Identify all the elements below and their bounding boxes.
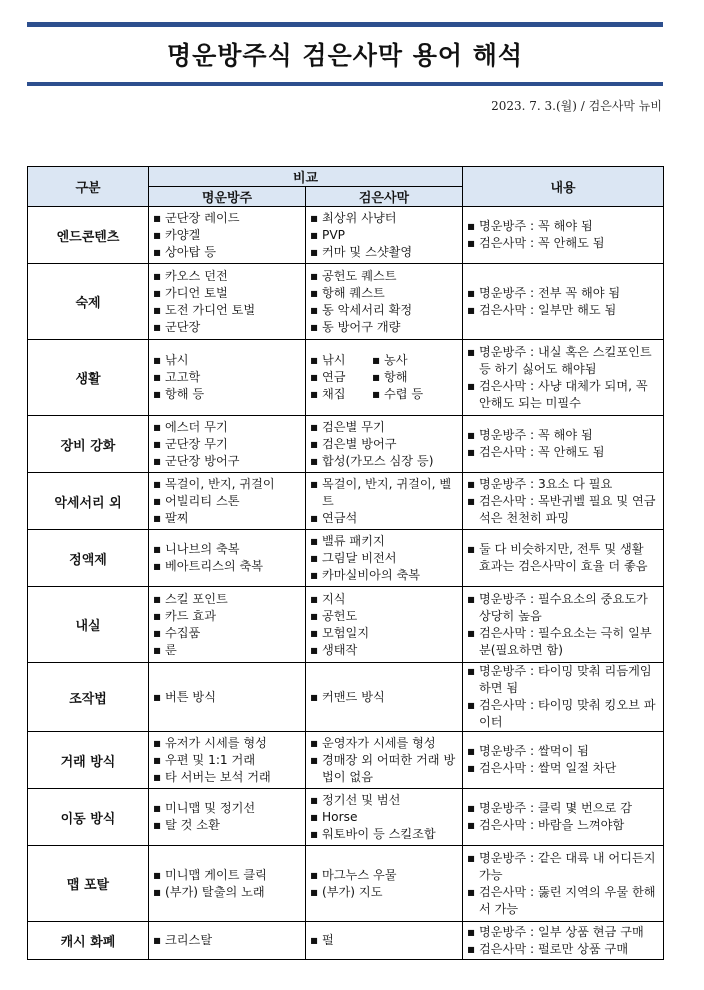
list-item: ▪ 팔찌 [153, 510, 301, 527]
list-item: ▪ 명운방주 : 타이밍 맞춰 리듬게임 하면 됨 [467, 663, 659, 697]
table-row [28, 789, 664, 846]
list-item: ▪ 카드 효과 [153, 608, 301, 625]
list-item: ▪ 낚시 [153, 352, 301, 369]
list-item: ▪ 가디언 토벌 [153, 285, 301, 302]
list-item: ▪ 크리스탈 [153, 932, 301, 949]
title-bottom-rule [27, 82, 663, 86]
list-item: ▪ 검은별 방어구 [310, 436, 458, 453]
list-item: ▪ 커마 및 스샷촬영 [310, 244, 458, 261]
list-item: ▪ 검은사막 : 꼭 안해도 됨 [467, 444, 659, 461]
list-item: ▪ 검은별 무기 [310, 419, 458, 436]
cell-content [463, 732, 664, 789]
list-item: ▪ 룬 [153, 642, 301, 659]
cell-myungun [149, 264, 306, 340]
cell-myungun [149, 340, 306, 416]
list-item: ▪ 명운방주 : 내실 혹은 스킬포인트 등 하기 싫어도 해야됨 [467, 344, 659, 378]
list-item: ▪ 밸류 패키지 [310, 533, 458, 550]
cell-content [463, 340, 664, 416]
row-category: 숙제 [28, 264, 149, 340]
row-category: 이동 방식 [28, 789, 149, 846]
list-item: ▪ 수렵 등 [372, 386, 458, 403]
list-item: ▪ 명운방주 : 꼭 해야 됨 [467, 427, 659, 444]
cell-blackdesert [306, 922, 463, 960]
list-item: ▪ 명운방주 : 필수요소의 중요도가 상당히 높음 [467, 591, 659, 625]
list-item: ▪ 상아탑 등 [153, 244, 301, 261]
list-item: ▪ Horse [310, 809, 458, 826]
header-col-b: 검은사막 [306, 187, 463, 207]
list-item: ▪ 명운방주 : 일부 상품 현금 구매 [467, 924, 659, 941]
cell-content [463, 473, 664, 530]
cell-content [463, 789, 664, 846]
cell-myungun [149, 207, 306, 264]
list-item: ▪ 카양겔 [153, 227, 301, 244]
row-category: 정액제 [28, 530, 149, 587]
cell-myungun [149, 416, 306, 473]
list-item: ▪ 공헌도 퀘스트 [310, 268, 458, 285]
cell-blackdesert [306, 340, 463, 416]
cell-myungun [149, 789, 306, 846]
list-item: ▪ 명운방주 : 클릭 몇 번으로 감 [467, 800, 659, 817]
cell-blackdesert [306, 846, 463, 922]
table-row [28, 846, 664, 922]
list-item: ▪ 모험일지 [310, 625, 458, 642]
list-item: ▪ 검은사막 : 사냥 대체가 되며, 꼭 안해도 되는 미필수 [467, 378, 659, 412]
list-item: ▪ 지식 [310, 591, 458, 608]
list-item: ▪ 검은사막 : 일부만 해도 됨 [467, 302, 659, 319]
list-item: ▪ (부가) 지도 [310, 884, 458, 901]
list-item: ▪ 생태작 [310, 642, 458, 659]
list-item: ▪ 농사 [372, 352, 458, 369]
header-category: 구분 [28, 167, 149, 207]
list-item: ▪ 군단장 레이드 [153, 210, 301, 227]
list-item: ▪ 미니맵 게이트 클릭 [153, 867, 301, 884]
row-category: 거래 방식 [28, 732, 149, 789]
table-row [28, 340, 664, 416]
date-author-line: 2023. 7. 3.(월) / 검은사막 뉴비 [491, 99, 662, 113]
list-item: ▪ 군단장 무기 [153, 436, 301, 453]
list-item: ▪ 베아트리스의 축복 [153, 558, 301, 575]
table-row [28, 732, 664, 789]
list-item: ▪ 검은사막 : 타이밍 맞춰 킹오브 파이터 [467, 697, 659, 731]
row-category: 장비 강화 [28, 416, 149, 473]
list-item: ▪ 합성(가모스 심장 등) [310, 453, 458, 470]
row-category: 조작법 [28, 663, 149, 732]
list-item: ▪ 타 서버는 보석 거래 [153, 769, 301, 786]
list-item: ▪ 검은사막 : 필수요소는 극히 일부분(필요하면 함) [467, 625, 659, 659]
table-row [28, 587, 664, 663]
row-category: 악세서리 외 [28, 473, 149, 530]
cell-blackdesert [306, 732, 463, 789]
cell-content [463, 264, 664, 340]
list-item: ▪ 항해 [372, 369, 458, 386]
list-item: ▪ 수집품 [153, 625, 301, 642]
list-item: ▪ 동 악세서리 확정 [310, 302, 458, 319]
list-item: ▪ 명운방주 : 쌀먹이 됨 [467, 743, 659, 760]
cell-content [463, 530, 664, 587]
comparison-table [27, 166, 664, 960]
cell-myungun [149, 922, 306, 960]
list-item: ▪ 워토바이 등 스킬조합 [310, 826, 458, 843]
cell-blackdesert [306, 587, 463, 663]
table-row [28, 207, 664, 264]
list-item: ▪ 미니맵 및 정기선 [153, 800, 301, 817]
table-row [28, 416, 664, 473]
table-row [28, 264, 664, 340]
cell-myungun [149, 587, 306, 663]
list-item: ▪ 카마실비아의 축복 [310, 567, 458, 584]
cell-myungun [149, 663, 306, 732]
list-item: ▪ 낚시 [310, 352, 372, 369]
list-item: ▪ 검은사막 : 목반귀벨 필요 및 연금석은 천천히 파밍 [467, 493, 659, 527]
cell-content [463, 416, 664, 473]
list-item: ▪ 둘 다 비슷하지만, 전투 및 생활 효과는 검은사막이 효율 더 좋음 [467, 541, 659, 575]
list-item: ▪ (부가) 탈출의 노래 [153, 884, 301, 901]
list-item: ▪ 펄 [310, 932, 458, 949]
list-item: ▪ 검은사막 : 바람을 느껴야함 [467, 817, 659, 834]
list-item: ▪ 동 방어구 개량 [310, 319, 458, 336]
list-item: ▪ 고고학 [153, 369, 301, 386]
list-item: ▪ 유저가 시세를 형성 [153, 735, 301, 752]
cell-myungun [149, 732, 306, 789]
title-top-rule [27, 22, 663, 27]
list-item: ▪ 명운방주 : 3요소 다 필요 [467, 476, 659, 493]
cell-blackdesert [306, 473, 463, 530]
list-item: ▪ 검은사막 : 꼭 안해도 됨 [467, 235, 659, 252]
table-row [28, 922, 664, 960]
list-item: ▪ 연금석 [310, 510, 458, 527]
list-item: ▪ 커맨드 방식 [310, 689, 458, 706]
table-row [28, 473, 664, 530]
list-item: ▪ 에스더 무기 [153, 419, 301, 436]
list-item: ▪ 목걸이, 반지, 귀걸이, 벨트 [310, 476, 458, 510]
list-item: ▪ 스킬 포인트 [153, 591, 301, 608]
list-item: ▪ 도전 가디언 토벌 [153, 302, 301, 319]
cell-myungun [149, 530, 306, 587]
list-item: ▪ 운영자가 시세를 형성 [310, 735, 458, 752]
header-col-a: 명운방주 [149, 187, 306, 207]
table-row [28, 530, 664, 587]
list-item: ▪ 연금 [310, 369, 372, 386]
cell-content [463, 663, 664, 732]
list-item: ▪ 군단장 [153, 319, 301, 336]
cell-blackdesert [306, 663, 463, 732]
row-category: 내실 [28, 587, 149, 663]
list-item: ▪ 카오스 던전 [153, 268, 301, 285]
list-item: ▪ 니나브의 축복 [153, 541, 301, 558]
list-item: ▪ 탈 것 소환 [153, 817, 301, 834]
cell-myungun [149, 846, 306, 922]
cell-content [463, 587, 664, 663]
list-item: ▪ 공헌도 [310, 608, 458, 625]
cell-blackdesert [306, 789, 463, 846]
row-category: 생활 [28, 340, 149, 416]
list-item: ▪ 그림달 비전서 [310, 550, 458, 567]
list-item: ▪ 항해 퀘스트 [310, 285, 458, 302]
row-category: 엔드콘텐츠 [28, 207, 149, 264]
page-title: 명운방주식 검은사막 용어 해석 [166, 41, 524, 70]
list-item: ▪ 명운방주 : 같은 대륙 내 어디든지 가능 [467, 850, 659, 884]
list-item: ▪ 명운방주 : 꼭 해야 됨 [467, 218, 659, 235]
cell-blackdesert [306, 416, 463, 473]
list-item: ▪ 검은사막 : 뚫린 지역의 우물 한해서 가능 [467, 884, 659, 918]
table-row [28, 663, 664, 732]
list-item: ▪ 군단장 방어구 [153, 453, 301, 470]
list-item: ▪ PVP [310, 227, 458, 244]
list-item: ▪ 항해 등 [153, 386, 301, 403]
list-item: ▪ 마그누스 우물 [310, 867, 458, 884]
cell-myungun [149, 473, 306, 530]
list-item: ▪ 경매장 외 어떠한 거래 방법이 없음 [310, 752, 458, 786]
row-category: 맵 포탈 [28, 846, 149, 922]
cell-blackdesert [306, 264, 463, 340]
list-item: ▪ 정기선 및 범선 [310, 792, 458, 809]
cell-blackdesert [306, 207, 463, 264]
cell-content [463, 846, 664, 922]
list-item: ▪ 어빌리티 스톤 [153, 493, 301, 510]
cell-blackdesert [306, 530, 463, 587]
list-item: ▪ 검은사막 : 쌀먹 일절 차단 [467, 760, 659, 777]
list-item: ▪ 명운방주 : 전부 꼭 해야 됨 [467, 285, 659, 302]
list-item: ▪ 버튼 방식 [153, 689, 301, 706]
header-content: 내용 [463, 167, 664, 207]
list-item: ▪ 최상위 사냥터 [310, 210, 458, 227]
cell-content [463, 207, 664, 264]
list-item: ▪ 우편 및 1:1 거래 [153, 752, 301, 769]
cell-content [463, 922, 664, 960]
row-category: 캐시 화폐 [28, 922, 149, 960]
list-item: ▪ 목걸이, 반지, 귀걸이 [153, 476, 301, 493]
list-item: ▪ 채집 [310, 386, 372, 403]
list-item: ▪ 검은사막 : 펄로만 상품 구매 [467, 941, 659, 958]
header-compare: 비교 [149, 167, 463, 187]
